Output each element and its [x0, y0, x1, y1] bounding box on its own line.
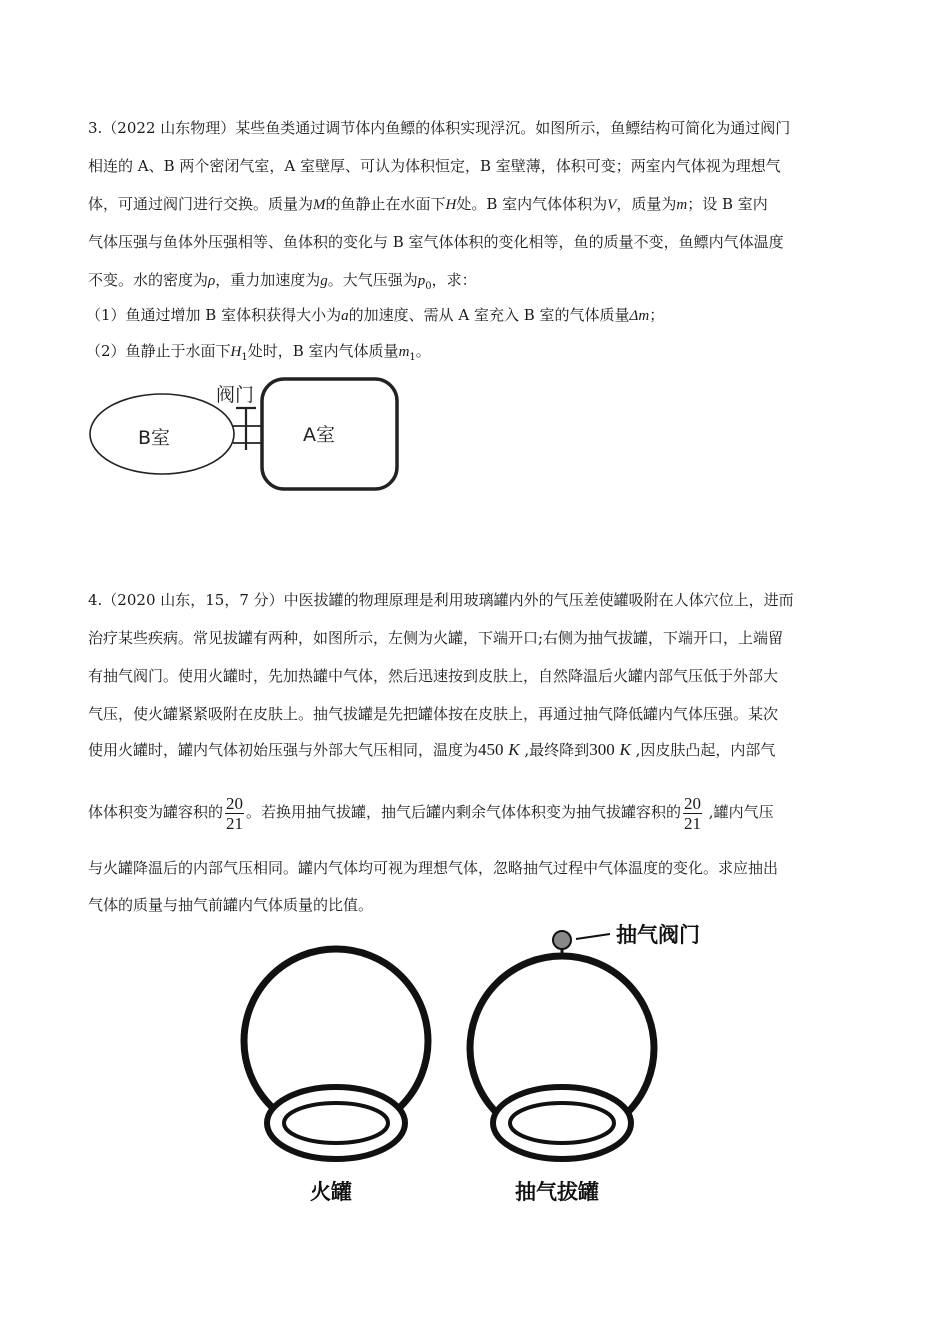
fraction-2: $\frac{20}{21}$ [684, 793, 702, 833]
q4-line-3: 有抽气阀门。使用火罐时，先加热罐中气体，然后迅速按到皮肤上，自然降温后火罐内部气压低于外部大 [88, 667, 779, 685]
q3-line-3: 体，可通过阀门进行交换。质量为M的鱼静止在水面下H处。B 室内气体体积为V，质量为m；设 B 室内 [88, 195, 768, 213]
q4-line-8: 气体的质量与抽气前罐内气体质量的比值。 [88, 896, 374, 914]
q3-line-1: 3.（2022 山东物理）某些鱼类通过调节体内鱼鳔的体积实现浮沉。如图所示，鱼鳔结构可简化为通过阀门 [88, 119, 791, 137]
q4-line-7: 与火罐降温后的内部气压相同。罐内气体均可视为理想气体，忽略抽气过程中气体温度的变化。求应抽出 [88, 859, 779, 877]
suction-cup-label: 抽气拔罐 [515, 1180, 599, 1204]
suction-valve-label: 抽气阀门 [616, 923, 700, 947]
q4-line-5: 使用火罐时，罐内气体初始压强与外部大气压相同，温度为450 K ,最终降到300 K ,因皮肤凸起，内部气 [88, 740, 776, 759]
b-chamber-label: B室 [138, 427, 171, 449]
q3-line-2: 相连的 A、B 两个密闭气室，A 室壁厚、可认为体积恒定，B 室壁薄，体积可变；两室内气体视为理想气 [88, 157, 781, 175]
q3-line-4: 气体压强与鱼体外压强相等、鱼体积的变化与 B 室气体体积的变化相等，鱼的质量不变，鱼鳔内气体温度 [88, 233, 784, 251]
q4-line-4: 气压，使火罐紧紧吸附在皮肤上。抽气拔罐是先把罐体按在皮肤上，再通过抽气降低罐内气体压强。某次 [88, 705, 779, 723]
a-chamber-label: A室 [303, 424, 335, 446]
q4-line-6: 体体积变为罐容积的 $\frac{20}{21}$ 。若换用抽气拔罐，抽气后罐内剩余气体体积变为抽气拔罐容积的 $\frac{20}{21}$ ,罐内气压 [88, 793, 774, 833]
q4-line-1: 4.（2020 山东，15，7 分）中医拔罐的物理原理是利用玻璃罐内外的气压差使罐吸附在人体穴位上，进而 [88, 591, 794, 609]
q4-line-2: 治疗某些疾病。常见拔罐有两种，如图所示，左侧为火罐，下端开口;右侧为抽气拔罐，下端开口，上端留 [88, 629, 784, 647]
fraction-1: $\frac{20}{21}$ [226, 793, 244, 833]
q3-line-5: 不变。水的密度为ρ，重力加速度为g。大气压强为$p_0$，求： [88, 271, 477, 292]
q3-subquestion-1: （1）鱼通过增加 B 室体积获得大小为a的加速度、需从 A 室充入 B 室的气体质量Δm； [86, 306, 665, 324]
valve-label: 阀门 [216, 384, 255, 406]
fire-cup-label: 火罐 [310, 1180, 352, 1204]
q3-subquestion-2: （2）鱼静止于水面下$H_1$处时，B 室内气体质量$m_1$。 [86, 342, 431, 363]
